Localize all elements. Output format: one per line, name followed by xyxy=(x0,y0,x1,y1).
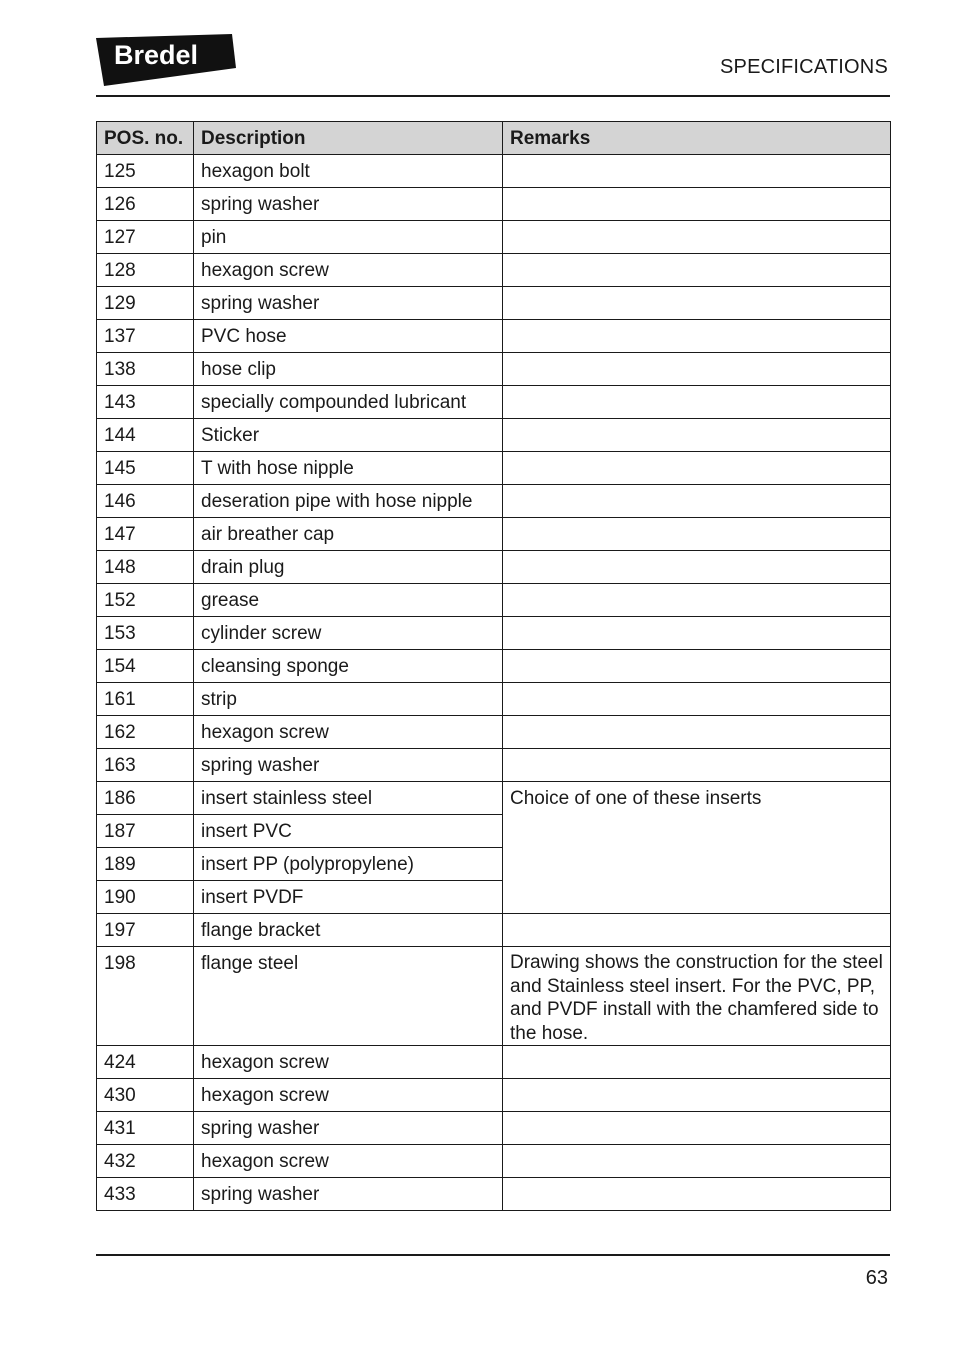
table-header-row xyxy=(97,122,891,155)
description-cell: flange bracket xyxy=(194,914,503,947)
description-cell: T with hose nipple xyxy=(194,452,503,485)
pos-cell: 431 xyxy=(97,1112,194,1145)
description-cell: cleansing sponge xyxy=(194,650,503,683)
remarks-cell xyxy=(503,584,891,617)
remarks-cell xyxy=(503,419,891,452)
remarks-cell-drawing-note: Drawing shows the construction for the steel and Stainless steel insert. For the PVC, PP, and PVDF install with the chamfered side to the hose. xyxy=(503,947,891,1046)
pos-cell: 146 xyxy=(97,485,194,518)
remarks-cell xyxy=(503,551,891,584)
description-cell: spring washer xyxy=(194,1178,503,1211)
pos-cell: 190 xyxy=(97,881,194,914)
pos-cell: 138 xyxy=(97,353,194,386)
table-row xyxy=(97,1145,891,1178)
description-cell: pin xyxy=(194,221,503,254)
pos-cell: 154 xyxy=(97,650,194,683)
pos-cell: 129 xyxy=(97,287,194,320)
remarks-cell xyxy=(503,1145,891,1178)
table-row xyxy=(97,1112,891,1145)
description-cell: hose clip xyxy=(194,353,503,386)
description-cell: spring washer xyxy=(194,287,503,320)
remarks-cell xyxy=(503,749,891,782)
description-cell: insert PP (polypropylene) xyxy=(194,848,503,881)
pos-cell: 161 xyxy=(97,683,194,716)
remarks-cell xyxy=(503,254,891,287)
description-cell: grease xyxy=(194,584,503,617)
table-row xyxy=(97,320,891,353)
remarks-cell xyxy=(503,155,891,188)
remarks-cell-inserts: Choice of one of these inserts xyxy=(503,782,891,914)
description-cell: strip xyxy=(194,683,503,716)
table-row xyxy=(97,485,891,518)
pos-cell: 432 xyxy=(97,1145,194,1178)
pos-cell: 187 xyxy=(97,815,194,848)
table-row xyxy=(97,1046,891,1079)
pos-cell: 152 xyxy=(97,584,194,617)
table-row xyxy=(97,782,891,815)
table-row xyxy=(97,353,891,386)
logo-text: Bredel xyxy=(114,40,199,70)
description-cell: air breather cap xyxy=(194,518,503,551)
column-header-pos: POS. no. xyxy=(97,122,194,155)
remarks-cell xyxy=(503,320,891,353)
remarks-cell xyxy=(503,1112,891,1145)
remarks-cell xyxy=(503,716,891,749)
remarks-cell xyxy=(503,1079,891,1112)
page-number: 63 xyxy=(865,1267,888,1289)
remarks-cell xyxy=(503,353,891,386)
table-row xyxy=(97,287,891,320)
description-cell: drain plug xyxy=(194,551,503,584)
description-cell: hexagon screw xyxy=(194,716,503,749)
pos-cell: 189 xyxy=(97,848,194,881)
description-cell: Sticker xyxy=(194,419,503,452)
pos-cell: 128 xyxy=(97,254,194,287)
table-row xyxy=(97,419,891,452)
description-cell: spring washer xyxy=(194,188,503,221)
pos-cell: 127 xyxy=(97,221,194,254)
table-row xyxy=(97,254,891,287)
remarks-cell xyxy=(503,1046,891,1079)
description-cell: spring washer xyxy=(194,749,503,782)
pos-cell: 162 xyxy=(97,716,194,749)
description-cell: PVC hose xyxy=(194,320,503,353)
pos-cell: 126 xyxy=(97,188,194,221)
pos-cell: 144 xyxy=(97,419,194,452)
remarks-cell xyxy=(503,188,891,221)
parts-table xyxy=(96,121,891,1211)
footer-divider xyxy=(96,1254,890,1256)
pos-cell: 424 xyxy=(97,1046,194,1079)
column-header-remarks: Remarks xyxy=(503,122,891,155)
pos-cell: 430 xyxy=(97,1079,194,1112)
description-cell: deseration pipe with hose nipple xyxy=(194,485,503,518)
table-row xyxy=(97,914,891,947)
table-row xyxy=(97,386,891,419)
description-cell: hexagon screw xyxy=(194,1079,503,1112)
header-divider xyxy=(96,95,890,97)
description-cell: insert PVDF xyxy=(194,881,503,914)
pos-cell: 153 xyxy=(97,617,194,650)
table-row xyxy=(97,584,891,617)
pos-cell: 137 xyxy=(97,320,194,353)
description-cell: specially compounded lubricant xyxy=(194,386,503,419)
pos-cell: 197 xyxy=(97,914,194,947)
description-cell: hexagon screw xyxy=(194,254,503,287)
description-cell: hexagon bolt xyxy=(194,155,503,188)
table-row xyxy=(97,518,891,551)
remarks-cell xyxy=(503,221,891,254)
description-cell: cylinder screw xyxy=(194,617,503,650)
pos-cell: 186 xyxy=(97,782,194,815)
bredel-logo xyxy=(96,34,236,86)
pos-cell: 198 xyxy=(97,947,194,1046)
pos-cell: 433 xyxy=(97,1178,194,1211)
table-row xyxy=(97,1079,891,1112)
remarks-cell xyxy=(503,287,891,320)
table-row xyxy=(97,617,891,650)
pos-cell: 147 xyxy=(97,518,194,551)
remarks-cell xyxy=(503,386,891,419)
remarks-cell xyxy=(503,650,891,683)
table-row xyxy=(97,221,891,254)
description-cell: hexagon screw xyxy=(194,1145,503,1178)
remarks-cell xyxy=(503,683,891,716)
description-cell: insert stainless steel xyxy=(194,782,503,815)
pos-cell: 125 xyxy=(97,155,194,188)
table-row xyxy=(97,650,891,683)
pos-cell: 145 xyxy=(97,452,194,485)
table-row xyxy=(97,1178,891,1211)
table-row xyxy=(97,683,891,716)
table-row xyxy=(97,551,891,584)
section-title: SPECIFICATIONS xyxy=(719,56,888,78)
description-cell: flange steel xyxy=(194,947,503,1046)
table-row xyxy=(97,188,891,221)
pos-cell: 148 xyxy=(97,551,194,584)
description-cell: hexagon screw xyxy=(194,1046,503,1079)
pos-cell: 143 xyxy=(97,386,194,419)
remarks-cell xyxy=(503,452,891,485)
column-header-description: Description xyxy=(194,122,503,155)
description-cell: spring washer xyxy=(194,1112,503,1145)
table-row xyxy=(97,947,891,1046)
description-cell: insert PVC xyxy=(194,815,503,848)
remarks-cell xyxy=(503,518,891,551)
table-row xyxy=(97,716,891,749)
table-row xyxy=(97,155,891,188)
remarks-cell xyxy=(503,485,891,518)
remarks-cell xyxy=(503,617,891,650)
table-row xyxy=(97,452,891,485)
pos-cell: 163 xyxy=(97,749,194,782)
remarks-cell xyxy=(503,1178,891,1211)
table-row xyxy=(97,749,891,782)
remarks-cell xyxy=(503,914,891,947)
